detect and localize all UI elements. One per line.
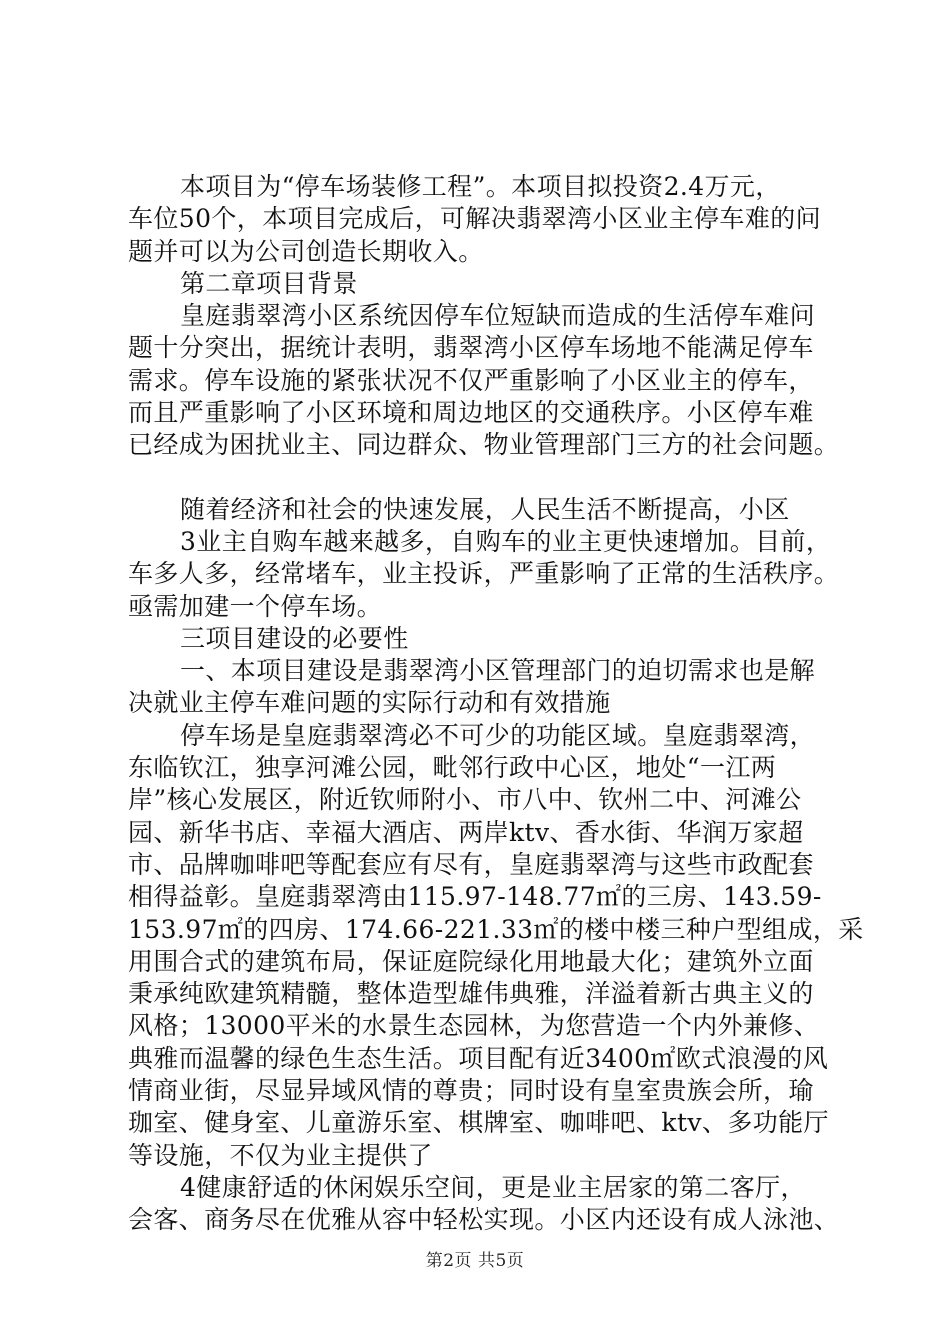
text-line: 皇庭翡翠湾小区系统因停车位短缺而造成的生活停车难问 [180,301,816,331]
text-line: 园、新华书店、幸福大酒店、两岸ktv、香水街、华润万家超 [128,817,804,847]
paragraph-spacer [128,462,848,494]
text-line: 随着经济和社会的快速发展，人民生活不断提高，小区 [180,494,790,524]
text-line: 会客、商务尽在优雅从容中轻松实现。小区内还设有成人泳池、 [128,1205,840,1235]
document-body [128,171,864,1237]
page-footer: 第2页 共5页 [425,1251,525,1271]
text-line: 市、品牌咖啡吧等配套应有尽有，皇庭翡翠湾与这些市政配套 [128,849,814,879]
text-line: 而且严重影响了小区环境和周边地区的交通秩序。小区停车难 [128,398,814,428]
text-line: 等设施，不仅为业主提供了 [128,1140,433,1170]
text-line: 一、本项目建设是翡翠湾小区管理部门的迫切需求也是解 [180,656,816,686]
text-line: 题并可以为公司创造长期收入。 [128,236,484,266]
text-line: 决就业主停车难问题的实际行动和有效措施 [128,688,611,718]
text-line: 需求。停车设施的紧张状况不仅严重影响了小区业主的停车， [128,365,814,395]
text-line: 三项目建设的必要性 [180,623,409,653]
text-line: 车多人多，经常堵车，业主投诉，严重影响了正常的生活秩序。 [128,559,840,589]
text-line: 风格；13000平米的水景生态园林，为您营造一个内外兼修、 [128,1011,820,1041]
text-line: 4健康舒适的休闲娱乐空间，更是业主居家的第二客厅， [180,1172,806,1202]
text-line: 典雅而温馨的绿色生态生活。项目配有近3400㎡欧式浪漫的风 [128,1043,829,1073]
text-line: 珈室、健身室、儿童游乐室、棋牌室、咖啡吧、ktv、多功能厅 [128,1108,829,1138]
text-line: 题十分突出，据统计表明，翡翠湾小区停车场地不能满足停车 [128,333,814,363]
text-line: 第二章项目背景 [180,268,358,298]
text-line: 本项目为“停车场装修工程”。本项目拟投资2.4万元， [180,172,781,201]
text-line: 亟需加建一个停车场。 [128,591,383,621]
text-line: 用围合式的建筑布局，保证庭院绿化用地最大化；建筑外立面 [128,946,814,976]
text-line: 秉承纯欧建筑精髓，整体造型雄伟典雅，洋溢着新古典主义的 [128,979,814,1009]
text-line: 车位50个，本项目完成后，可解决翡翠湾小区业主停车难的问 [128,204,822,234]
text-line: 3业主自购车越来越多，自购车的业主更快速增加。目前， [180,526,832,556]
text-line: 岸”核心发展区，附近钦师附小、市八中、钦州二中、河滩公 [128,785,802,815]
text-line: 相得益彰。皇庭翡翠湾由115.97-148.77㎡的三房、143.59- [128,882,822,912]
text-line: 已经成为困扰业主、同边群众、物业管理部门三方的社会问题。 [128,430,840,460]
text-line: 东临钦江，独享河滩公园，毗邻行政中心区，地处“一江两 [128,753,777,783]
text-line: 停车场是皇庭翡翠湾必不可少的功能区域。皇庭翡翠湾， [180,720,816,750]
text-line: 153.97㎡的四房、174.66-221.33㎡的楼中楼三种户型组成，采 [128,914,864,944]
text-line: 情商业街，尽显异域风情的尊贵；同时设有皇室贵族会所，瑜 [128,1076,814,1106]
